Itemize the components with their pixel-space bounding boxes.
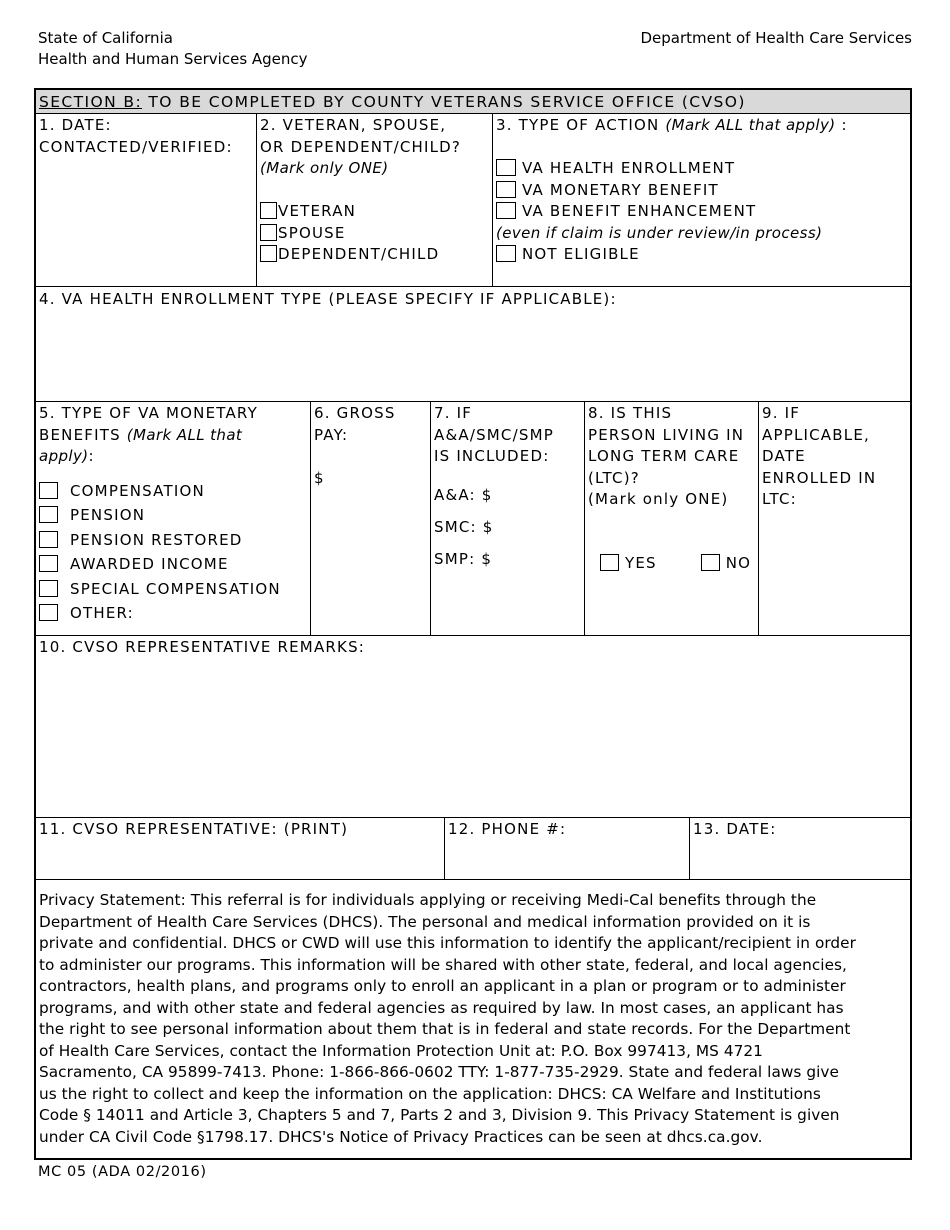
field12-label: 12. PHONE #: bbox=[448, 820, 567, 838]
field9-line5: LTC: bbox=[762, 490, 797, 508]
ltc-yes-checkbox[interactable] bbox=[600, 554, 619, 571]
cvso-form bbox=[34, 88, 912, 1160]
option-spouse[interactable] bbox=[260, 223, 489, 245]
form-id: MC 05 (ADA 02/2016) bbox=[38, 1164, 207, 1180]
privacy-line: programs, and with other state and federal agencies as required by law. In most cases, an applicant has bbox=[39, 998, 844, 1017]
field11-label: 11. CVSO REPRESENTATIVE: (PRINT) bbox=[39, 820, 349, 838]
pension-restored-label: PENSION RESTORED bbox=[70, 530, 243, 549]
field2-line1: 2. VETERAN, SPOUSE, bbox=[260, 116, 447, 134]
field-date[interactable] bbox=[689, 818, 912, 879]
field6-line1: 6. GROSS bbox=[314, 404, 396, 422]
option-other[interactable] bbox=[39, 601, 307, 626]
field5-line2: BENEFITS bbox=[39, 425, 127, 444]
field7-line3: IS INCLUDED: bbox=[434, 447, 550, 465]
field5-line1: 5. TYPE OF VA MONETARY bbox=[39, 404, 258, 422]
privacy-line: of Health Care Services, contact the Information Protection Unit at: P.O. Box 997413, MS 4721 bbox=[39, 1041, 763, 1060]
privacy-line: to administer our programs. This information will be shared with other state, federal, and local agencies, bbox=[39, 955, 847, 974]
field9-line2: APPLICABLE, bbox=[762, 425, 870, 444]
option-compensation[interactable] bbox=[39, 479, 307, 504]
field6-line2: PAY: bbox=[314, 425, 349, 444]
pension-checkbox[interactable] bbox=[39, 506, 58, 523]
section-label: SECTION B: bbox=[39, 93, 143, 111]
special-compensation-checkbox[interactable] bbox=[39, 580, 58, 597]
privacy-line: Privacy Statement: This referral is for individuals applying or receiving Medi-Cal benefits through the bbox=[39, 891, 817, 909]
smc-amount-field[interactable]: SMC: $ bbox=[434, 517, 494, 536]
compensation-checkbox[interactable] bbox=[39, 482, 58, 499]
va-benefit-enhancement-checkbox[interactable] bbox=[496, 202, 516, 219]
awarded-income-label: AWARDED INCOME bbox=[70, 555, 229, 573]
field9-line3: DATE bbox=[762, 447, 806, 465]
field7-line1: 7. IF bbox=[434, 404, 473, 422]
field-cvso-representative[interactable] bbox=[36, 818, 444, 879]
pension-label: PENSION bbox=[70, 506, 146, 524]
option-dependent-child[interactable] bbox=[260, 244, 489, 266]
field4-label: 4. VA HEALTH ENROLLMENT TYPE (PLEASE SPECIFY IF APPLICABLE): bbox=[39, 290, 617, 308]
option-va-benefit-enhancement[interactable] bbox=[496, 201, 909, 223]
gross-pay-currency: $ bbox=[314, 468, 325, 487]
field1-line1: 1. DATE: bbox=[39, 116, 112, 134]
privacy-line: the right to see personal information about them that is in federal and state records. For the Department bbox=[39, 1020, 851, 1038]
field13-label: 13. DATE: bbox=[693, 820, 777, 838]
ltc-no-checkbox[interactable] bbox=[701, 554, 720, 571]
spouse-checkbox[interactable] bbox=[260, 224, 277, 241]
field9-line1: 9. IF bbox=[762, 404, 801, 422]
option-not-eligible[interactable] bbox=[496, 244, 909, 266]
field3-note: (Mark ALL that apply) bbox=[665, 116, 836, 134]
field-aa-smc-smp bbox=[430, 402, 584, 635]
field9-line4: ENROLLED IN bbox=[762, 468, 877, 487]
field-va-health-enrollment-type[interactable] bbox=[36, 288, 912, 401]
field2-note: (Mark only ONE) bbox=[260, 159, 389, 177]
privacy-line: Sacramento, CA 95899-7413. Phone: 1-866-866-0602 TTY: 1-877-735-2929. State and federal laws give bbox=[39, 1063, 839, 1081]
privacy-line: private and confidential. DHCS or CWD will use this information to identify the applicant/recipient in order bbox=[39, 934, 856, 952]
va-benefit-enhancement-label: VA BENEFIT ENHANCEMENT bbox=[522, 202, 757, 220]
other-checkbox[interactable] bbox=[39, 604, 58, 621]
section-title: TO BE COMPLETED BY COUNTY VETERANS SERVICE OFFICE (CVSO) bbox=[142, 93, 746, 111]
field3-sub-note: (even if claim is under review/in process) bbox=[496, 223, 823, 242]
dependent-child-checkbox[interactable] bbox=[260, 245, 277, 262]
not-eligible-checkbox[interactable] bbox=[496, 245, 516, 262]
field8-line3: LONG TERM CARE bbox=[588, 447, 740, 465]
option-ltc-no[interactable] bbox=[701, 554, 751, 572]
special-compensation-label: SPECIAL COMPENSATION bbox=[70, 579, 281, 598]
va-monetary-benefit-checkbox[interactable] bbox=[496, 181, 516, 198]
veteran-checkbox[interactable] bbox=[260, 202, 277, 219]
privacy-statement bbox=[39, 890, 911, 1148]
option-pension-restored[interactable] bbox=[39, 528, 307, 553]
awarded-income-checkbox[interactable] bbox=[39, 555, 58, 572]
field-phone[interactable] bbox=[444, 818, 689, 879]
field5-after: : bbox=[88, 447, 95, 465]
option-va-health-enrollment[interactable] bbox=[496, 158, 909, 180]
va-health-enrollment-label: VA HEALTH ENROLLMENT bbox=[522, 159, 736, 177]
privacy-line: under CA Civil Code §1798.17. DHCS's Notice of Privacy Practices can be seen at dhcs.ca.gov. bbox=[39, 1127, 763, 1146]
veteran-label: VETERAN bbox=[278, 202, 357, 220]
field1-line2: CONTACTED/VERIFIED: bbox=[39, 137, 233, 156]
ltc-no-label: NO bbox=[725, 553, 752, 572]
option-awarded-income[interactable] bbox=[39, 552, 307, 577]
privacy-line: us the right to collect and keep the information on the application: DHCS: CA Welfare and Institutions bbox=[39, 1084, 821, 1103]
field8-line4: (LTC)? bbox=[588, 468, 640, 487]
ltc-yes-label: YES bbox=[625, 553, 657, 572]
field-ltc-enrollment-date[interactable] bbox=[758, 402, 912, 635]
field7-line2: A&A/SMC/SMP bbox=[434, 425, 554, 444]
field2-line2: OR DEPENDENT/CHILD? bbox=[260, 137, 462, 156]
spouse-label: SPOUSE bbox=[278, 223, 346, 242]
field-cvso-remarks[interactable] bbox=[36, 636, 912, 817]
pension-restored-checkbox[interactable] bbox=[39, 531, 58, 548]
option-special-compensation[interactable] bbox=[39, 577, 307, 602]
field5-note2: apply) bbox=[39, 447, 89, 465]
dependent-child-label: DEPENDENT/CHILD bbox=[278, 245, 440, 263]
section-heading bbox=[36, 90, 910, 114]
field-type-of-action bbox=[492, 114, 912, 286]
field8-line2: PERSON LIVING IN bbox=[588, 425, 745, 444]
smp-amount-field[interactable]: SMP: $ bbox=[434, 549, 493, 568]
field3-after: : bbox=[835, 116, 848, 134]
va-health-enrollment-checkbox[interactable] bbox=[496, 159, 516, 176]
field8-line1: 8. IS THIS bbox=[588, 404, 673, 422]
field-veteran-type bbox=[256, 114, 492, 286]
field8-line5: (Mark only ONE) bbox=[588, 490, 729, 508]
field10-label: 10. CVSO REPRESENTATIVE REMARKS: bbox=[39, 638, 366, 656]
other-label: OTHER: bbox=[70, 604, 134, 622]
option-va-monetary-benefit[interactable] bbox=[496, 180, 909, 202]
option-ltc-yes[interactable] bbox=[600, 554, 657, 572]
field3-title: 3. TYPE OF ACTION bbox=[496, 116, 666, 134]
va-monetary-benefit-label: VA MONETARY BENEFIT bbox=[522, 180, 719, 199]
field-monetary-benefits bbox=[36, 402, 310, 635]
privacy-line: Department of Health Care Services (DHCS). The personal and medical information provided on it is bbox=[39, 912, 811, 931]
privacy-line: Code § 14011 and Article 3, Chapters 5 and 7, Parts 2 and 3, Division 9. This Privacy Statement is given bbox=[39, 1106, 840, 1124]
field-long-term-care bbox=[584, 402, 758, 635]
field5-note1: (Mark ALL that bbox=[126, 425, 243, 444]
option-veteran[interactable] bbox=[260, 201, 489, 223]
option-pension[interactable] bbox=[39, 503, 307, 528]
state-name: State of California bbox=[38, 29, 173, 47]
not-eligible-label: NOT ELIGIBLE bbox=[522, 245, 640, 263]
department-name: Department of Health Care Services bbox=[640, 29, 912, 47]
field-date-contacted[interactable] bbox=[36, 114, 256, 286]
compensation-label: COMPENSATION bbox=[70, 481, 205, 500]
agency-header bbox=[38, 28, 308, 70]
aa-amount-field[interactable]: A&A: $ bbox=[434, 485, 493, 504]
agency-name: Health and Human Services Agency bbox=[38, 50, 308, 68]
field-gross-pay[interactable] bbox=[310, 402, 430, 635]
privacy-line: contractors, health plans, and programs only to enroll an applicant in a plan or program or to administer bbox=[39, 977, 846, 995]
